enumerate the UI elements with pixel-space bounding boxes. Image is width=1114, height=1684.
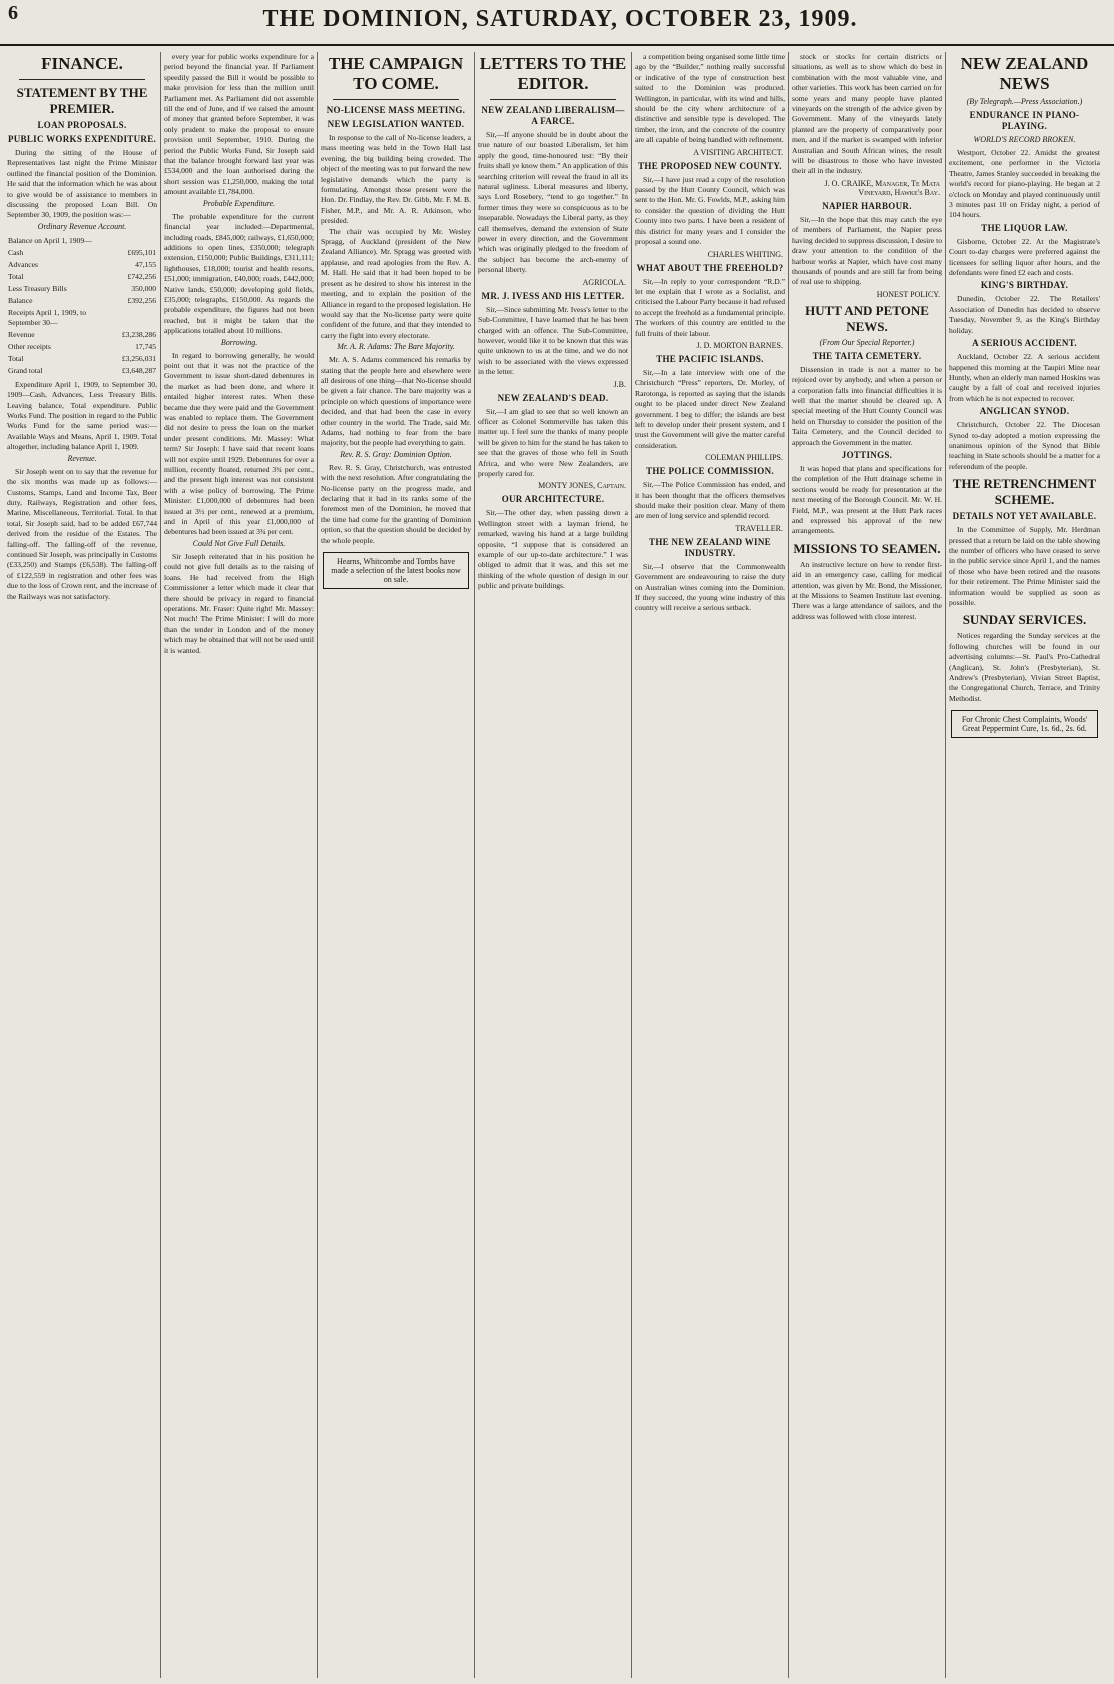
article-body: Sir,—The Police Commission has ended, and it has been thought that the officers themselves should make their position clear. Many of them are men of long service and splendid record. [635, 480, 785, 521]
article-subheading: PUBLIC WORKS EXPENDITURE. [7, 134, 157, 144]
column-letters [475, 52, 632, 1678]
column-nz-news [946, 52, 1103, 1678]
article-body: During the sitting of the House of Representatives last night the Prime Minister outlined the financial position of the Dominion. He said that the information which he was about to give would be of assistance to members in discussing the proposed Loan Bill. On September 30, 1909, the position was:— [7, 148, 157, 220]
article-subheading: THE PACIFIC ISLANDS. [656, 353, 764, 364]
letter-signature: AGRICOLA. [582, 277, 626, 287]
article-subheading: NEW ZEALAND'S DEAD. [497, 392, 609, 403]
letter-signature: MONTY JONES, Captain. [538, 481, 626, 491]
article-body: Sir,—I observe that the Commonwealth Government are endeavouring to raise the duty on Australian wines coming into the Dominion. If they succeed, the young wine industry of this country will receive a serious setback. [635, 561, 785, 613]
article-subheading: A SERIOUS ACCIDENT. [972, 338, 1077, 349]
section-heading: MISSIONS TO SEAMEN. [793, 540, 941, 556]
article-body: Gisborne, October 22. At the Magistrate's Court to-day charges were preferred against the licensees for selling liquor after hours, and the defendants were fined £2 each and costs. [949, 236, 1100, 278]
article-subheading: NAPIER HARBOUR. [822, 200, 912, 211]
article-subheading: THE PROPOSED NEW COUNTY. [638, 160, 782, 171]
table-row: Revenue £3,238,286 [8, 329, 156, 339]
article-body: Sir,—Since submitting Mr. Ivess's letter to the Sub-Committee, I have learned that he has been charged with an offence. The Sub-Committee, however, would like it to be known that this was quite unknown to us at the time, and we do not wish to be associated with the views expressed in the letter. [478, 304, 628, 377]
article-body: In response to the call of No-license leaders, a mass meeting was held in the Town Hall last evening, the big building being crowded. The object of the meeting was to put forward the new legislative demands which the party is formulating. Amongst those present were the Hon. Dr. Findlay, the Rev. Dr. Gibb, Mr. F. M. B. Fisher, M.P., and Mr. A. R. Atkinson, who presided. [321, 133, 471, 226]
section-heading: LETTERS TO THE EDITOR. [479, 54, 627, 93]
article-body: In the Committee of Supply, Mr. Herdman pressed that a return be laid on the table showing the number of officers who have ceased to serve in the public service since April 1, and the names of those who have been retired and the reasons for their retirement. The Prime Minister said the information would be supplied as soon as possible. [949, 525, 1100, 607]
article-subheading: Borrowing. [220, 337, 258, 347]
article-subheading: ENDURANCE IN PIANO-PLAYING. [969, 110, 1080, 131]
divider [490, 99, 616, 100]
table-row: Balance £392,256 [8, 295, 156, 305]
article-body: Sir,—If anyone should be in doubt about the true nature of our boasted Liberalism, let him apply the good, time-honoured test: “By their fruits shall ye know them.” An application of this searching criterion will reveal the fraud in all its natural ugliness. Liberal measures and liberty, says Lord Rosebery, “tend to go together.” In former times they were so conspicuous as to be inseparable. Nowadays the Liberal party, as they call themselves, demand the extension of State power in every direction, and the Government which was originally pledged to the freedom of the subject has become the arch-enemy of personal liberty. [478, 130, 628, 275]
section-heading: SUNDAY SERVICES. [962, 612, 1087, 628]
table-row: Cash £695,101 [8, 247, 156, 257]
table-row: Grand total £3,648,287 [8, 365, 156, 375]
article-body: Sir,—In a late interview with one of the Christchurch “Press” reporters, Dr. Morley, of Rarotonga, is reported as saying that the islands ought to be placed under direct New Zealand government. I beg to differ; the islands are best left to develop under their present system, and I trust the Government will give the matter careful consideration. [635, 367, 785, 450]
article-subheading: NEW LEGISLATION WANTED. [327, 119, 465, 129]
article-body: Expenditure April 1, 1909, to September 30, 1909—Cash, Advances, Less Treasury Bills. Leaving balance, Total expenditure. Public Works Fund. The position in regard to the Public Works Fund for the same period was:—Available Ways and Means, April 1, 1909. Total altogether, including balance April 1, 1909. [7, 379, 157, 452]
divider [333, 99, 459, 100]
article-body: Sir Joseph reiterated that in his position he could not give full details as to the raising of loans. He had received from the High Commissioner a letter which made it clear that there should be privacy in regard to financial operations. Mr. Fraser: Quite right! Mr. Massey: Not much! The Prime Minister: I will do more than the tender in London and of the money which may be obtained that will not be used until it is wanted. [164, 551, 314, 655]
letter-signature: A VISITING ARCHITECT. [693, 147, 783, 157]
advertisement: Hearns, Whitcombe and Tombs have made a selection of the latest books now on sale. [323, 552, 469, 589]
article-body: The probable expenditure for the current financial year included:—Departmental, including roads, £845,000; railways, £1,650,000; additions to open lines, £350,000; telegraph extension, £150,000; Public Buildings, £311,111; lighthouses, £18,000; tourist and health resorts, £51,000; immigration, £40,000; roads, £442,000; Native lands, £50,000; developing gold fields, £35,000; telegraphs, £150,000. As regards the probable expenditure, the figures had not been reached, but it might be taken that the applications totalled about 10 millions. [164, 211, 314, 336]
table-row: Total £742,256 [8, 271, 156, 281]
article-body: every year for public works expenditure for a period beyond the financial year. If Parliament speedily passed the Bill it would be possible to make provision for less than the million until Parliament met. As Parliament did not assemble till the end of June, and if we raised the amount of money that granted before September, it was only prudent to make the proposal to ensure provision until September, 1910. During the period the Public Works Fund, Sir Joseph said that the balance brought forward last year was £534,000 and the loan authorised during the short session was £1,250,000, making the total amount available £1,784,000. [164, 52, 314, 197]
article-body: Mr. A. S. Adams commenced his remarks by stating that the people here and elsewhere were all desirous of one thing—that No-license should be given a fair chance. The bare majority was a principle on which questions of importance were decided, and that had been the case in every other country in the world. The Trade, said Mr. Adams, had nothing to fear from the bare majority, but the people had everything to gain. [321, 355, 471, 448]
article-body: Sir,—In the hope that this may catch the eye of members of Parliament, the Napier press having decided to suppress discussion, I desire to draw your attention to the condition of the harbour works at Napier, which have cost many thousands of pounds and are still far from being of real use to shipping. [792, 214, 942, 287]
divider [19, 79, 145, 80]
table-row: Less Treasury Bills 350,000 [8, 283, 156, 293]
letter-signature: J. D. MORTON BARNES. [696, 340, 783, 350]
article-body: a competition being organised some little time ago by the “Builder,” nothing really successful or indicative of the type of construction best suited to the Dominion was produced. Wellington, in particular, with its wind and hills, should be the city where architecture of a distinctive and sensible type is developed. The timber, the iron, and the concrete of the country are all capable of being handled with refinement. [635, 52, 785, 145]
article-body: In regard to borrowing generally, he would point out that it was not the practice of the Government to issue short-dated debentures in the market as had been done, and where it entailed higher interest rates. When these became due they were paid and the Government was enabled to replace them. The Government did not desire to press the loan on the market under present conditions. Mr. Massey: What term? Sir Joseph: I have said that recent loans will not expire until 1929. Debentures for over a million, recently floated, returned 3¾ per cent., and the present high interest was not consistent with a wise policy of borrowing. The Prime Minister: £1,000,000 of debentures had been issued at 3½ per cent., renewed at a premium, and in April of this year £1,000,000 of debentures had been issued at 3¾ per cent. [164, 350, 314, 537]
advertisement: For Chronic Chest Complaints, Woods' Great Peppermint Cure, 1s. 6d., 2s. 6d. [951, 710, 1098, 738]
letter-signature: J.B. [613, 379, 626, 389]
table-row: Receipts April 1, 1909, to September 30— [8, 307, 87, 327]
table-row: Advances 47,155 [8, 259, 156, 269]
article-body: Sir,—I am glad to see that so well known an officer as Colonel Sommerville has taken this matter up. I feel sure the thanks of many people will be given to him for the stand he has taken to see that the graves of those who fell in South Africa, and who were New Zealanders, are properly cared for. [478, 406, 628, 478]
article-body: Notices regarding the Sunday services at the following churches will be found in our advertising columns:—St. Paul's Pro-Cathedral (Anglican), St. John's (Presbyterian), St. Andrew's (Presbyterian), Vivian Street Baptist, the Congregational Church, Terrace, and Trinity Methodist. [949, 631, 1100, 703]
article-body: Dunedin, October 22. The Retailers' Association of Dunedin has decided to observe Tuesday, November 9, as the King's Birthday holiday. [949, 294, 1100, 335]
article-body: Auckland, October 22. A serious accident happened this morning at the Taupiri Mine near Huntly, when an elderly man named Hoskins was caught by a fall of coal and received injuries from which he is not expected to recover. [949, 352, 1100, 403]
column-finance-continued [161, 52, 318, 1678]
columns [4, 52, 1110, 1678]
article-body: Sir,—The other day, when passing down a Wellington street with a layman friend, he remarked, waving his hand at a large building opposite, “I suppose that is considered an example of our up-to-date architecture.” I was obliged to admit that it was, and this set me thinking of the whole question of design in our public and private buildings. [478, 508, 628, 591]
column-letters-continued [632, 52, 789, 1678]
article-body: An instructive lecture on how to render first-aid in an emergency case, calling for medical attention, was given by Mr. Bond, the Missioner, at the Missions to Seamen Institute last evening. There was a large attendance of sailors, and the address was followed with close interest. [792, 559, 942, 621]
table-row: Balance on April 1, 1909— [8, 235, 92, 245]
article-subheading: KING'S BIRTHDAY. [980, 280, 1069, 291]
table-row: Other receipts 17,745 [8, 341, 156, 351]
article-subheading: WORLD'S RECORD BROKEN. [973, 135, 1076, 144]
article-subheading: NO-LICENSE MASS MEETING. [326, 105, 466, 115]
article-subheading: THE TAITA CEMETERY. [812, 350, 922, 361]
article-subheading: WHAT ABOUT THE FREEHOLD? [636, 262, 784, 273]
ledger-table [7, 235, 157, 377]
article-body: Christchurch, October 22. The Diocesan Synod to-day adopted a motion expressing the unanimous opinion of the Synod that Bible teaching in State schools should be a matter for a referendum of the people. [949, 420, 1100, 471]
section-heading: THE RETRENCHMENT SCHEME. [952, 476, 1097, 508]
letter-signature: HONEST POLICY. [876, 289, 940, 299]
column-campaign [318, 52, 475, 1678]
article-subheading: THE LIQUOR LAW. [981, 222, 1068, 233]
article-subheading: NEW ZEALAND LIBERALISM—A FARCE. [481, 105, 625, 126]
article-body: The chair was occupied by Mr. Wesley Spragg, of Auckland (president of the New Zealand Alliance). Mr. Spragg was greeted with applause, and read apologies from the Rev. A. M. Hall. He said that it had been hoped to be present as he desired to show his interest in the meeting, and to explain the position of the Alliance in regard to the proposed legislation. He would say that the No-license party were quite confident of the future, and that they intended to carry the fight into every electorate. [321, 226, 471, 340]
article-subheading: ANGLICAN SYNOD. [979, 406, 1070, 417]
page-number: 6 [8, 2, 18, 24]
article-body: Sir Joseph went on to say that the revenue for the six months was made up as follows:—Customs, Stamps, Land and Income Tax, Beer duty, Railways, Registration and other fees, Marine, Miscellaneous, Territorial. Total. In that total, Sir Joseph said, had to be added £67,744 derived from the residue of the Estates. The falling-off. The falling-off of the revenue, continued Sir Joseph, was principally in Customs (£33,250) and Stamps (£6,538). The falling-off of £122,559 in registration and other fees was due to the loss of Crown rent, and the increase of the Railways was not satisfactory. [7, 466, 157, 601]
article-subheading: Mr. A. R. Adams: The Bare Majority. [337, 342, 455, 352]
column-local-news [789, 52, 946, 1678]
page-title: THE DOMINION, SATURDAY, OCTOBER 23, 1909. [262, 6, 858, 32]
article-subheading: OUR ARCHITECTURE. [501, 494, 605, 505]
article-body: Dissension in trade is not a matter to be rejoiced over by anybody, and when a person or a corporation falls into financial difficulties it is well that the matter should be cleared up. A special meeting of the Hutt County Council was held on Thursday to consider the position of the Taita Cemetery, and the Council decided to approach the Government in the matter. [792, 364, 942, 447]
article-subheading: MR. J. IVESS AND HIS LETTER. [481, 290, 625, 301]
byline: (From Our Special Reporter.) [819, 337, 915, 347]
letter-signature: CHARLES WHITING. [707, 249, 783, 259]
section-heading: HUTT AND PETONE NEWS. [805, 302, 929, 334]
article-subheading: DETAILS NOT YET AVAILABLE. [952, 511, 1097, 522]
byline: (By Telegraph.—Press Association.) [966, 97, 1083, 106]
column-finance [4, 52, 161, 1678]
article-subheading: Ordinary Revenue Account. [37, 221, 127, 231]
letter-signature: COLEMAN PHILLIPS. [705, 453, 783, 463]
article-subheading: THE NEW ZEALAND WINE INDUSTRY. [649, 536, 771, 558]
article-body: Rev. R. S. Gray, Christchurch, was entrusted with the next resolution. After congratulating the No-license party on the progress made, and declaring that it had in its ranks some of the foremost men of the Dominion, he moved that the time had come for the granting of Dominion option, so that the question should be decided by the whole people. [321, 462, 471, 545]
article-body: stock or stocks for certain districts or situations, as well as to show which do best in combination with the most valuable vine, and other varieties. This work has been carried on for some years and many people have planted vineyards on the strength of the advice given by Government. Many of the vineyards lately planted are the property of comparatively poor men, and if the market is swamped with inferior Australian and South African wines, the result will be disastrous to those who have invested their all in the industry. [792, 52, 942, 176]
article-subheading: Could Not Give Full Details. [192, 538, 286, 548]
masthead [0, 0, 1114, 46]
article-subheading: Probable Expenditure. [202, 198, 276, 208]
article-subheading: THE POLICE COMMISSION. [646, 466, 774, 477]
article-subheading: LOAN PROPOSALS. [37, 120, 127, 130]
section-heading: THE CAMPAIGN TO COME. [328, 54, 464, 93]
letter-signature: TRAVELLER. [735, 523, 783, 533]
article-body: It was hoped that plans and specifications for the completion of the Hutt drainage scheme in sections would be ready for presentation at the next meeting of the Borough Council. Mr. W. H. Field, M.P., was present at the Hutt Park races and expressed his approval of the new arrangements. [792, 463, 942, 536]
article-heading: STATEMENT BY THE PREMIER. [16, 85, 148, 116]
article-subheading: JOTTINGS. [841, 449, 893, 460]
article-subheading: Revenue. [67, 453, 97, 463]
section-heading: FINANCE. [41, 54, 123, 73]
article-body: Sir,—In reply to your correspondent “R.D.” let me explain that I wrote as a Socialist, and criticised the Labour Party because it had refused to accept the freehold as a fundamental principle. The workers of this country are entitled to the full fruits of their labour. [635, 276, 785, 338]
section-heading: NEW ZEALAND NEWS [960, 54, 1089, 93]
letter-signature: J. O. CRAIKE, Manager, Te Mata Vineyard, Hawke's Bay. [824, 178, 940, 197]
article-body: Sir,—I have just read a copy of the resolution passed by the Hutt County Council, which was sent to the Hon. Mr. G. Fowlds, M.P., asking him to consider the question of dividing the Hutt County into two parts. I have been a resident of this district for many years and I consider the proposal a sound one. [635, 174, 785, 247]
article-subheading: Rev. R. S. Gray: Dominion Option. [340, 449, 452, 459]
article-body: Westport, October 22. Amidst the greatest excitement, one performer in the Victoria Theatre, James Stanley succeeded in breaking the world's record for piano-playing. He began at 2 o'clock on Monday and played continuously until 3 minutes past 10 on Friday night, a period of 104 hours. [949, 148, 1100, 220]
table-row: Total £3,256,031 [8, 353, 156, 363]
